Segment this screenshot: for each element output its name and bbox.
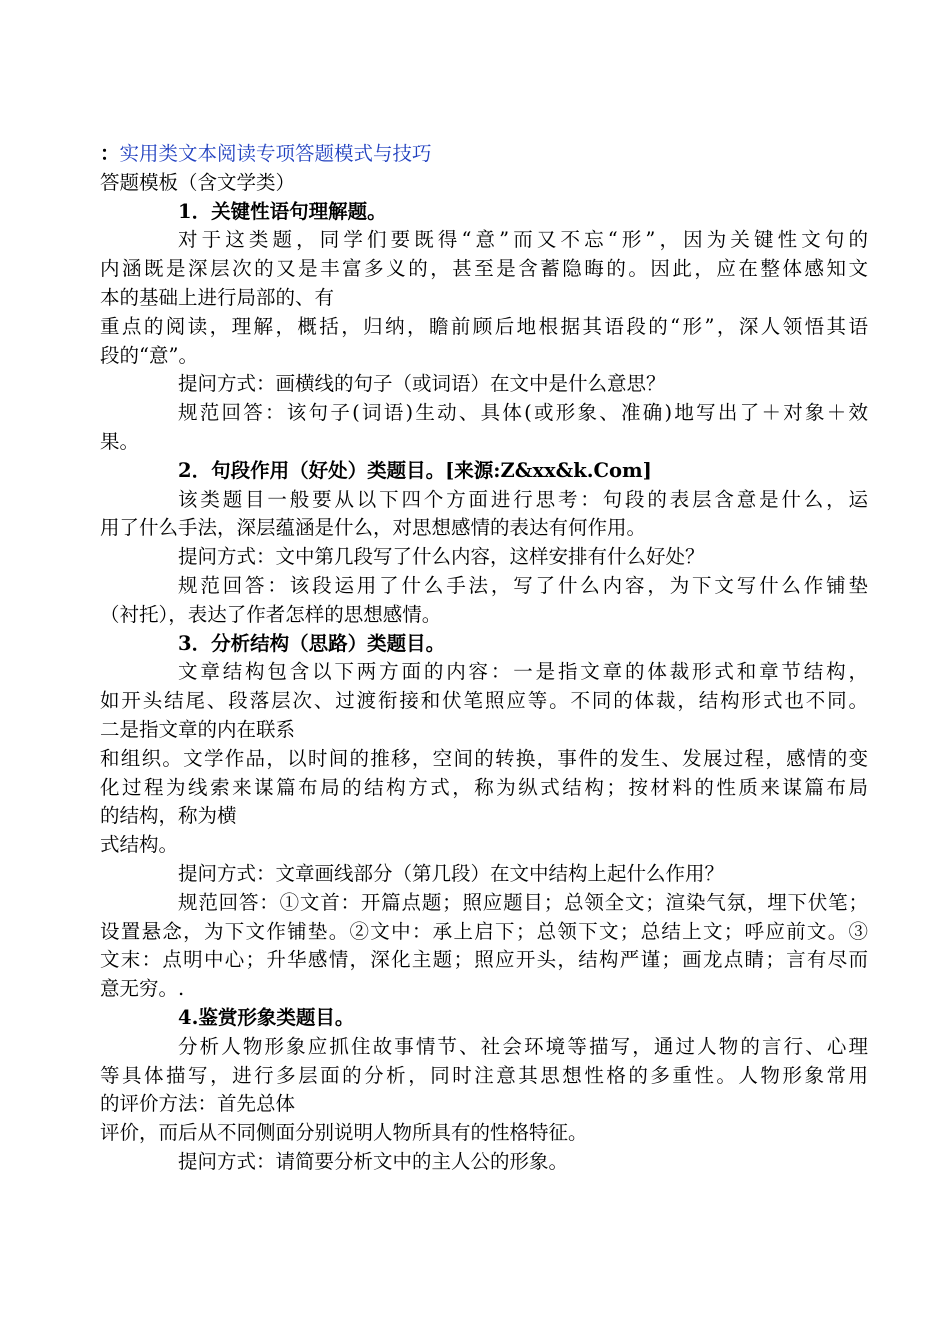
paragraph-line: 用了什么手法，深层蕴涵是什么，对思想感情的表达有何作用。 xyxy=(100,516,647,540)
paragraph-line: 的评价方法：首先总体 xyxy=(100,1092,296,1116)
question-format-2: 提问方式：文中第几段写了什么内容，这样安排有什么好处？ xyxy=(178,545,705,569)
title-text: 实用类文本阅读专项答题模式与技巧 xyxy=(119,142,432,165)
paragraph-line: 的结构，称为横 xyxy=(100,804,237,828)
paragraph-line: 内涵既是深层次的又是丰富多义的，甚至是含蓄隐晦的。因此，应在整体感知文 xyxy=(100,257,868,281)
title-colon: ： xyxy=(100,142,120,165)
section-heading-3: 3．分析结构（思路）类题目。 xyxy=(178,631,446,655)
paragraph-line: 该类题目一般要从以下四个方面进行思考：句段的表层含意是什么，运 xyxy=(178,487,868,511)
section-heading-1: 1．关键性语句理解题。 xyxy=(178,199,387,223)
paragraph-line: 如开头结尾、段落层次、过渡衔接和伏笔照应等。不同的体裁，结构形式也不同。 xyxy=(100,689,868,713)
paragraph-line: 式结构。 xyxy=(100,833,179,857)
paragraph-line: 段的“意”。 xyxy=(100,343,198,367)
paragraph-line: 文末：点明中心；升华感情，深化主题；照应开头，结构严谨；画龙点睛；言有尽而 xyxy=(100,948,868,972)
question-format-1: 提问方式：画横线的句子（或词语）在文中是什么意思？ xyxy=(178,372,666,396)
paragraph-line: 文章结构包含以下两方面的内容：一是指文章的体裁形式和章节结构， xyxy=(178,660,868,684)
paragraph-line: 重点的阅读，理解，概括，归纳，瞻前顾后地根据其语段的“形”，深人领悟其语 xyxy=(100,314,868,338)
paragraph-line: 本的基础上进行局部的、有 xyxy=(100,285,335,309)
document-title xyxy=(100,140,868,169)
paragraph-line: 化过程为线索来谋篇布局的结构方式，称为纵式结构；按材料的性质来谋篇布局 xyxy=(100,775,868,799)
standard-answer-1: 规范回答：该句子(词语)生动、具体(或形象、准确)地写出了＋对象＋效 xyxy=(178,401,868,425)
paragraph-line: 等具体描写，进行多层面的分析，同时注意其思想性格的多重性。人物形象常用 xyxy=(100,1063,868,1087)
question-format-4: 提问方式：请简要分析文中的主人公的形象。 xyxy=(178,1149,569,1173)
section-heading-4: 4.鉴赏形象类题目。 xyxy=(178,1005,355,1029)
paragraph-line: 和组织。文学作品，以时间的推移，空间的转换，事件的发生、发展过程，感情的变 xyxy=(100,746,868,770)
standard-answer-3: 规范回答：①文首：开篇点题；照应题目；总领全文；渲染气氛，埋下伏笔； xyxy=(178,890,868,914)
section-heading-2: 2．句段作用（好处）类题目。[来源:Z&xx&k.Com] xyxy=(178,458,652,482)
paragraph-line: 果。 xyxy=(100,429,140,453)
paragraph-line: 评价，而后从不同侧面分别说明人物所具有的性格特征。 xyxy=(100,1121,588,1145)
standard-answer-2: 规范回答：该段运用了什么手法，写了什么内容，为下文写什么作铺垫 xyxy=(178,573,868,597)
paragraph-line: 二是指文章的内在联系 xyxy=(100,717,296,741)
question-format-3: 提问方式：文章画线部分（第几段）在文中结构上起什么作用？ xyxy=(178,861,725,885)
subtitle: 答题模板（含文学类） xyxy=(100,170,296,194)
document-body xyxy=(100,140,868,1177)
paragraph-line: 设置悬念，为下文作铺垫。②文中：承上启下；总领下文；总结上文；呼应前文。③ xyxy=(100,919,868,943)
paragraph-line: （衬托），表达了作者怎样的思想感情。 xyxy=(100,602,442,626)
paragraph-line: 对于这类题，同学们要既得“意”而又不忘“形”，因为关键性文句的 xyxy=(178,228,868,252)
paragraph-line: 意无穷。. xyxy=(100,977,185,1001)
paragraph-line: 分析人物形象应抓住故事情节、社会环境等描写，通过人物的言行、心理 xyxy=(178,1034,868,1058)
